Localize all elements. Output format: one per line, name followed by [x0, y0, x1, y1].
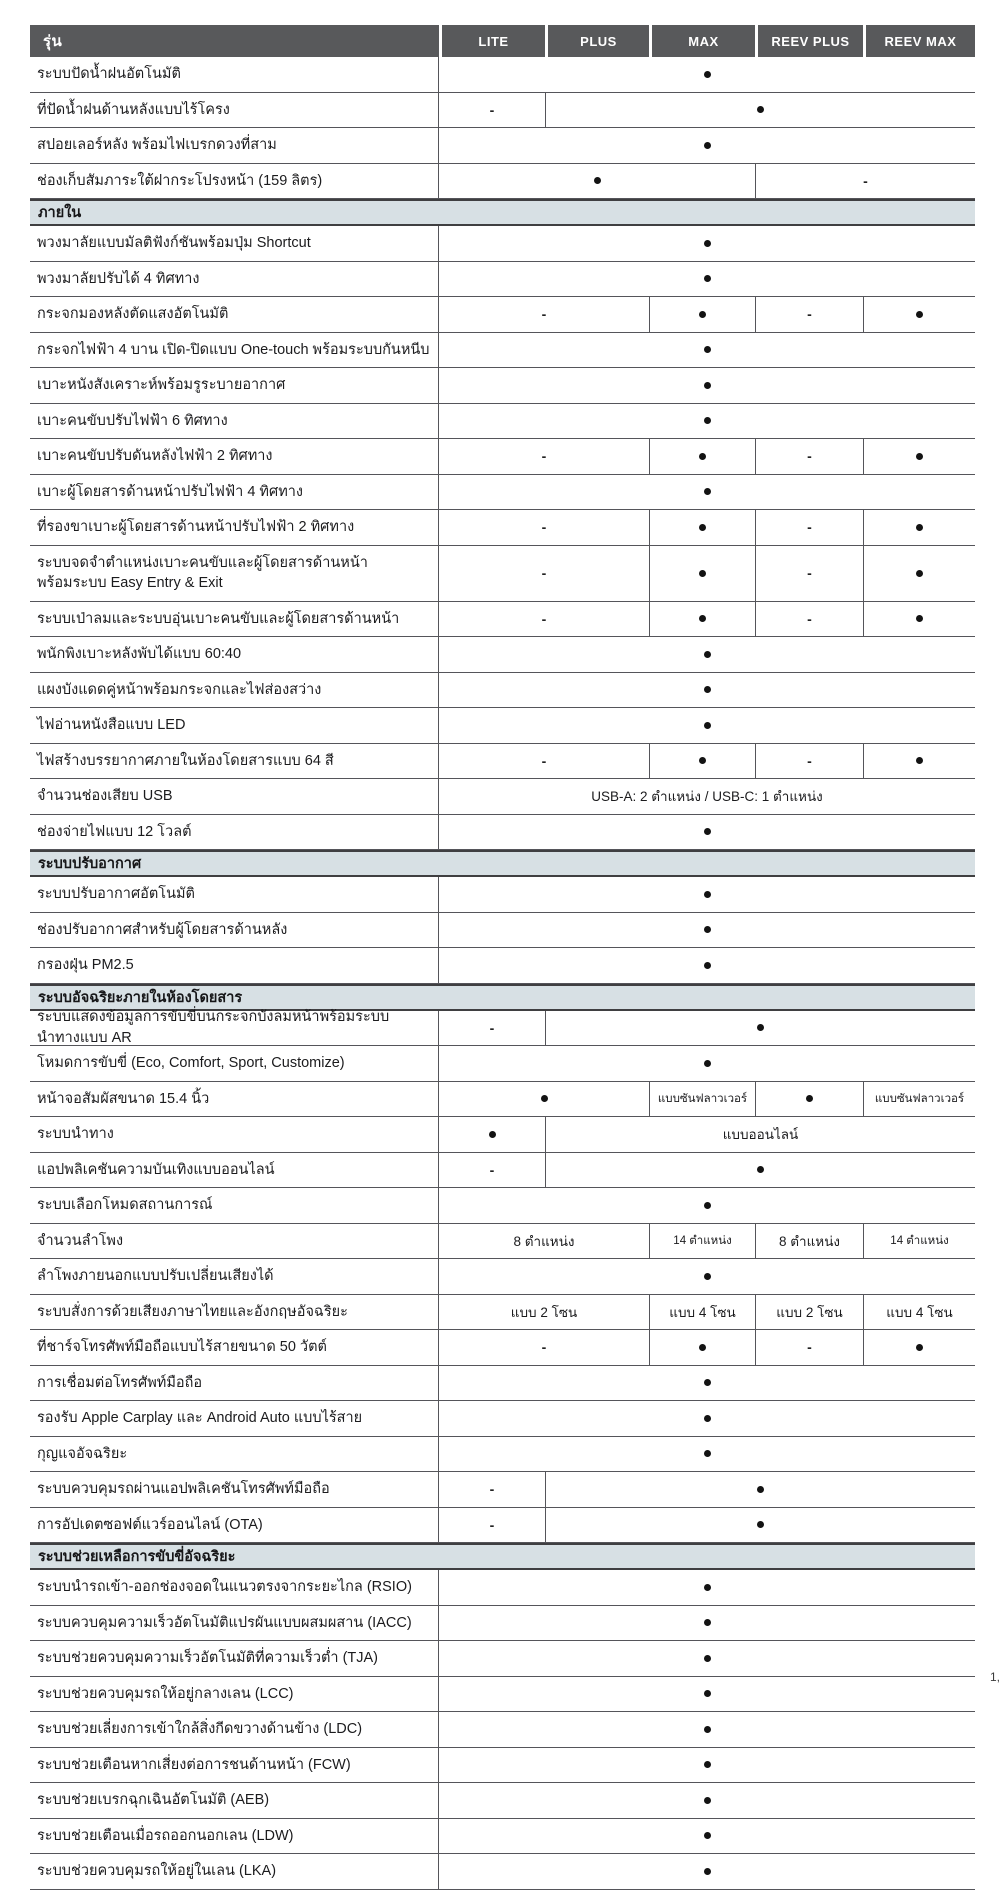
feature-cell — [649, 1082, 755, 1117]
feature-cell — [545, 1153, 975, 1188]
table-row — [30, 1508, 975, 1544]
feature-cell — [755, 1295, 863, 1330]
feature-cell — [649, 1295, 755, 1330]
row-label: สปอยเลอร์หลัง พร้อมไฟเบรกดวงที่สาม — [30, 128, 439, 163]
included-dot-icon — [704, 1761, 711, 1768]
row-label: ช่องเก็บสัมภาระใต้ฝากระโปรงหน้า (159 ลิตร) — [30, 164, 439, 199]
row-label: ช่องปรับอากาศสำหรับผู้โดยสารด้านหลัง — [30, 913, 439, 948]
row-label: ระบบช่วยควบคุมความเร็วอัตโนมัติที่ความเร็วต่ำ (TJA) — [30, 1641, 439, 1676]
row-label: หน้าจอสัมผัสขนาด 15.4 นิ้ว — [30, 1082, 439, 1117]
cell-text: 8 ตำแหน่ง — [513, 1233, 575, 1249]
row-label: ระบบเลือกโหมดสถานการณ์ — [30, 1188, 439, 1223]
feature-cell — [439, 602, 649, 637]
section-header-row — [30, 850, 975, 877]
row-label: จำนวนลำโพง — [30, 1224, 439, 1259]
included-dot-icon — [757, 1024, 764, 1031]
feature-cell — [439, 1783, 975, 1818]
row-label: ระบบช่วยเลี่ยงการเข้าใกล้สิ่งกีดขวางด้านข้าง (LDC) — [30, 1712, 439, 1747]
table-row — [30, 1259, 975, 1295]
feature-cell — [439, 815, 975, 850]
row-label: ช่องจ่ายไฟแบบ 12 โวลต์ — [30, 815, 439, 850]
corner-header-label: รุ่น — [43, 33, 63, 50]
table-row — [30, 1819, 975, 1855]
included-dot-icon — [541, 1095, 548, 1102]
feature-cell — [439, 1748, 975, 1783]
section-title: ภายใน — [38, 205, 82, 221]
column-header-lite: LITE — [439, 25, 545, 57]
included-dot-icon — [704, 686, 711, 693]
included-dot-icon — [757, 1486, 764, 1493]
included-dot-icon — [704, 382, 711, 389]
feature-cell — [545, 1011, 975, 1046]
feature-cell — [863, 1330, 975, 1365]
row-label: ระบบปัดน้ำฝนอัตโนมัติ — [30, 57, 439, 92]
included-dot-icon — [704, 346, 711, 353]
feature-cell — [863, 744, 975, 779]
feature-cell — [439, 510, 649, 545]
not-equipped-dash: - — [807, 1339, 812, 1356]
table-row — [30, 1570, 975, 1606]
not-equipped-dash: - — [489, 1161, 495, 1178]
not-equipped-dash: - — [489, 1516, 495, 1533]
table-row — [30, 333, 975, 369]
feature-cell — [439, 1819, 975, 1854]
included-dot-icon — [704, 651, 711, 658]
included-dot-icon — [916, 570, 923, 577]
table-row — [30, 1295, 975, 1331]
feature-cell — [863, 602, 975, 637]
feature-cell — [439, 1401, 975, 1436]
table-row — [30, 1117, 975, 1153]
included-dot-icon — [704, 275, 711, 282]
row-label: แผงบังแดดคู่หน้าพร้อมกระจกและไฟส่องสว่าง — [30, 673, 439, 708]
table-row — [30, 1854, 975, 1890]
included-dot-icon — [704, 1868, 711, 1875]
included-dot-icon — [704, 1202, 711, 1209]
table-row — [30, 1224, 975, 1260]
table-row — [30, 1641, 975, 1677]
row-label: ระบบช่วยควบคุมรถให้อยู่กลางเลน (LCC) — [30, 1677, 439, 1712]
table-row — [30, 1712, 975, 1748]
included-dot-icon — [916, 757, 923, 764]
row-label: กรองฝุ่น PM2.5 — [30, 948, 439, 983]
included-dot-icon — [704, 1619, 711, 1626]
feature-cell — [439, 744, 649, 779]
included-dot-icon — [704, 1655, 711, 1662]
table-row — [30, 546, 975, 602]
included-dot-icon — [699, 757, 706, 764]
feature-cell — [439, 1472, 545, 1507]
column-header-max: MAX — [649, 25, 755, 57]
feature-cell — [755, 164, 975, 199]
row-label: พวงมาลัยปรับได้ 4 ทิศทาง — [30, 262, 439, 297]
feature-cell — [439, 948, 975, 983]
section-title: ระบบช่วยเหลือการขับขี่อัจฉริยะ — [38, 1549, 236, 1565]
table-row — [30, 439, 975, 475]
row-label: ระบบควบคุมความเร็วอัตโนมัติแปรผันแบบผสมผสาน (IACC) — [30, 1606, 439, 1641]
row-label: พนักพิงเบาะหลังพับได้แบบ 60:40 — [30, 637, 439, 672]
column-header-reev-plus: REEV PLUS — [755, 25, 863, 57]
table-row — [30, 262, 975, 298]
row-label: ระบบแสดงข้อมูลการขับขี่บนกระจกบังลมหน้าพร้อมระบบนำทางแบบ AR — [30, 1011, 439, 1046]
feature-cell — [439, 546, 649, 601]
not-equipped-dash: - — [541, 519, 547, 536]
feature-cell — [649, 744, 755, 779]
included-dot-icon — [757, 106, 764, 113]
feature-cell — [439, 1295, 649, 1330]
feature-cell — [439, 93, 545, 128]
feature-cell — [755, 546, 863, 601]
table-row — [30, 128, 975, 164]
row-label: ระบบควบคุมรถผ่านแอปพลิเคชันโทรศัพท์มือถือ — [30, 1472, 439, 1507]
table-row — [30, 93, 975, 129]
feature-cell — [545, 1117, 975, 1152]
included-dot-icon — [704, 1832, 711, 1839]
row-label: ที่ชาร์จโทรศัพท์มือถือแบบไร้สายขนาด 50 วัตต์ — [30, 1330, 439, 1365]
feature-cell — [439, 1224, 649, 1259]
table-row — [30, 1153, 975, 1189]
included-dot-icon — [704, 1379, 711, 1386]
feature-cell — [439, 262, 975, 297]
table-row — [30, 1011, 975, 1047]
row-label: ระบบปรับอากาศอัตโนมัติ — [30, 877, 439, 912]
included-dot-icon — [757, 1166, 764, 1173]
edge-text-fragment: 1, — [989, 1670, 1000, 1684]
feature-cell — [439, 779, 975, 814]
row-label: เบาะหนังสังเคราะห์พร้อมรูระบายอากาศ — [30, 368, 439, 403]
table-row — [30, 1082, 975, 1118]
table-row — [30, 1606, 975, 1642]
table-row — [30, 368, 975, 404]
feature-cell — [863, 1224, 975, 1259]
row-label: ระบบสั่งการด้วยเสียงภาษาไทยและอังกฤษอัจฉริยะ — [30, 1295, 439, 1330]
included-dot-icon — [699, 1344, 706, 1351]
feature-cell — [439, 475, 975, 510]
table-row — [30, 1472, 975, 1508]
feature-cell — [439, 368, 975, 403]
feature-cell — [439, 1677, 975, 1712]
not-equipped-dash: - — [541, 610, 547, 627]
feature-cell — [439, 226, 975, 261]
feature-cell — [439, 1366, 975, 1401]
included-dot-icon — [704, 240, 711, 247]
feature-cell — [439, 1570, 975, 1605]
feature-cell — [755, 744, 863, 779]
table-row — [30, 948, 975, 984]
table-row — [30, 164, 975, 200]
not-equipped-dash: - — [489, 101, 495, 118]
feature-cell — [545, 1508, 975, 1543]
row-label: ไฟสร้างบรรยากาศภายในห้องโดยสารแบบ 64 สี — [30, 744, 439, 779]
included-dot-icon — [704, 926, 711, 933]
included-dot-icon — [704, 891, 711, 898]
not-equipped-dash: - — [807, 752, 812, 769]
feature-cell — [439, 164, 755, 199]
included-dot-icon — [699, 453, 706, 460]
not-equipped-dash: - — [489, 1019, 495, 1036]
included-dot-icon — [704, 828, 711, 835]
table-row — [30, 815, 975, 851]
row-label: ระบบช่วยควบคุมรถให้อยู่ในเลน (LKA) — [30, 1854, 439, 1889]
included-dot-icon — [699, 311, 706, 318]
feature-cell — [649, 1224, 755, 1259]
not-equipped-dash: - — [541, 565, 547, 581]
row-label: กุญแจอัจฉริยะ — [30, 1437, 439, 1472]
included-dot-icon — [916, 1344, 923, 1351]
included-dot-icon — [916, 453, 923, 460]
included-dot-icon — [704, 1584, 711, 1591]
not-equipped-dash: - — [807, 306, 812, 323]
table-row — [30, 913, 975, 949]
column-header-plus: PLUS — [545, 25, 649, 57]
row-label: ระบบนำทาง — [30, 1117, 439, 1152]
feature-cell — [439, 1046, 975, 1081]
feature-cell — [649, 602, 755, 637]
feature-cell — [439, 1259, 975, 1294]
table-row — [30, 1401, 975, 1437]
table-row — [30, 602, 975, 638]
feature-cell — [439, 1606, 975, 1641]
row-label: ระบบช่วยเตือนเมื่อรถออกนอกเลน (LDW) — [30, 1819, 439, 1854]
not-equipped-dash: - — [541, 752, 547, 769]
feature-cell — [545, 93, 975, 128]
feature-cell — [863, 546, 975, 601]
included-dot-icon — [704, 1450, 711, 1457]
not-equipped-dash: - — [489, 1481, 495, 1498]
not-equipped-dash: - — [863, 172, 868, 189]
included-dot-icon — [704, 1797, 711, 1804]
feature-cell — [649, 297, 755, 332]
table-row — [30, 297, 975, 333]
feature-cell — [649, 439, 755, 474]
table-row — [30, 1437, 975, 1473]
included-dot-icon — [704, 1060, 711, 1067]
feature-cell — [439, 1188, 975, 1223]
row-label: กระจกไฟฟ้า 4 บาน เปิด-ปิดแบบ One-touch พร้อมระบบกันหนีบ — [30, 333, 439, 368]
feature-cell — [755, 1224, 863, 1259]
feature-cell — [755, 1082, 863, 1117]
included-dot-icon — [489, 1131, 496, 1138]
feature-cell — [439, 877, 975, 912]
row-label: ระบบช่วยเตือนหากเสี่ยงต่อการชนด้านหน้า (FCW) — [30, 1748, 439, 1783]
feature-cell — [439, 1437, 975, 1472]
table-header-row — [30, 25, 975, 57]
feature-cell — [439, 128, 975, 163]
row-label: แอปพลิเคชันความบันเทิงแบบออนไลน์ — [30, 1153, 439, 1188]
included-dot-icon — [704, 722, 711, 729]
row-label: การอัปเดตซอฟต์แวร์ออนไลน์ (OTA) — [30, 1508, 439, 1543]
section-header-row — [30, 984, 975, 1011]
cell-text: 8 ตำแหน่ง — [778, 1233, 841, 1249]
table-row — [30, 1748, 975, 1784]
not-equipped-dash: - — [807, 519, 812, 536]
included-dot-icon — [806, 1095, 813, 1102]
feature-cell — [439, 637, 975, 672]
table-row — [30, 1783, 975, 1819]
feature-cell — [755, 602, 863, 637]
cell-text: 14 ตำแหน่ง — [890, 1234, 949, 1247]
included-dot-icon — [916, 615, 923, 622]
included-dot-icon — [757, 1521, 764, 1528]
row-label: ลำโพงภายนอกแบบปรับเปลี่ยนเสียงได้ — [30, 1259, 439, 1294]
cell-text: แบบซันฟลาวเวอร์ — [657, 1092, 748, 1105]
section-header-row — [30, 1543, 975, 1570]
included-dot-icon — [704, 488, 711, 495]
included-dot-icon — [704, 71, 711, 78]
section-title: ระบบอัจฉริยะภายในห้องโดยสาร — [38, 989, 243, 1006]
cell-text: แบบ 4 โซน — [886, 1304, 953, 1320]
feature-cell — [863, 1295, 975, 1330]
feature-cell — [439, 57, 975, 92]
not-equipped-dash: - — [807, 565, 812, 581]
not-equipped-dash: - — [541, 448, 547, 465]
cell-text: 14 ตำแหน่ง — [673, 1234, 732, 1247]
spec-table-body — [30, 57, 975, 1890]
feature-cell — [439, 297, 649, 332]
included-dot-icon — [916, 311, 923, 318]
included-dot-icon — [704, 962, 711, 969]
feature-cell — [439, 1082, 649, 1117]
row-label: ที่รองขาเบาะผู้โดยสารด้านหน้าปรับไฟฟ้า 2 ทิศทาง — [30, 510, 439, 545]
row-label: ระบบจดจำตำแหน่งเบาะคนขับและผู้โดยสารด้านหน้า พร้อมระบบ Easy Entry & Exit — [30, 546, 439, 601]
row-label: ระบบเป่าลมและระบบอุ่นเบาะคนขับและผู้โดยสารด้านหน้า — [30, 602, 439, 637]
feature-cell — [755, 439, 863, 474]
row-label: รองรับ Apple Carplay และ Android Auto แบบไร้สาย — [30, 1401, 439, 1436]
row-label: ไฟอ่านหนังสือแบบ LED — [30, 708, 439, 743]
cell-text: USB-A: 2 ตำแหน่ง / USB-C: 1 ตำแหน่ง — [591, 789, 823, 805]
cell-text: แบบซันฟลาวเวอร์ — [874, 1092, 965, 1105]
feature-cell — [439, 1854, 975, 1889]
not-equipped-dash: - — [807, 610, 812, 627]
included-dot-icon — [704, 1273, 711, 1280]
table-row — [30, 404, 975, 440]
row-label: เบาะผู้โดยสารด้านหน้าปรับไฟฟ้า 4 ทิศทาง — [30, 475, 439, 510]
included-dot-icon — [699, 570, 706, 577]
feature-cell — [439, 1153, 545, 1188]
not-equipped-dash: - — [541, 306, 547, 323]
row-label: กระจกมองหลังตัดแสงอัตโนมัติ — [30, 297, 439, 332]
feature-cell — [439, 1117, 545, 1152]
feature-cell — [439, 333, 975, 368]
feature-cell — [439, 708, 975, 743]
table-row — [30, 877, 975, 913]
corner-header-cell — [30, 25, 439, 57]
table-row — [30, 744, 975, 780]
feature-cell — [755, 1330, 863, 1365]
included-dot-icon — [699, 615, 706, 622]
row-label: เบาะคนขับปรับไฟฟ้า 6 ทิศทาง — [30, 404, 439, 439]
table-row — [30, 779, 975, 815]
feature-cell — [649, 510, 755, 545]
cell-text: แบบ 2 โซน — [776, 1304, 843, 1320]
column-header-reev-max: REEV MAX — [863, 25, 975, 57]
included-dot-icon — [704, 1690, 711, 1697]
feature-cell — [863, 1082, 975, 1117]
feature-cell — [755, 510, 863, 545]
row-label: การเชื่อมต่อโทรศัพท์มือถือ — [30, 1366, 439, 1401]
not-equipped-dash: - — [807, 448, 812, 465]
section-header-row — [30, 199, 975, 226]
table-row — [30, 708, 975, 744]
feature-cell — [439, 1011, 545, 1046]
cell-text: แบบ 2 โซน — [510, 1304, 578, 1320]
table-row — [30, 1046, 975, 1082]
included-dot-icon — [704, 417, 711, 424]
row-label: ระบบนำรถเข้า-ออกช่องจอดในแนวตรงจากระยะไกล (RSIO) — [30, 1570, 439, 1605]
included-dot-icon — [594, 177, 601, 184]
row-label: โหมดการขับขี่ (Eco, Comfort, Sport, Customize) — [30, 1046, 439, 1081]
feature-cell — [863, 297, 975, 332]
table-row — [30, 475, 975, 511]
cell-text: แบบ 4 โซน — [669, 1304, 736, 1320]
table-row — [30, 1366, 975, 1402]
row-label: ที่ปัดน้ำฝนด้านหลังแบบไร้โครง — [30, 93, 439, 128]
section-title: ระบบปรับอากาศ — [38, 856, 142, 872]
row-label: พวงมาลัยแบบมัลติฟังก์ชันพร้อมปุ่ม Shortcut — [30, 226, 439, 261]
table-row — [30, 57, 975, 93]
not-equipped-dash: - — [541, 1339, 547, 1356]
table-row — [30, 1677, 975, 1713]
table-row — [30, 637, 975, 673]
table-row — [30, 226, 975, 262]
feature-cell — [755, 297, 863, 332]
feature-cell — [649, 546, 755, 601]
feature-cell — [439, 1641, 975, 1676]
feature-cell — [863, 439, 975, 474]
feature-cell — [439, 1508, 545, 1543]
row-label: จำนวนช่องเสียบ USB — [30, 779, 439, 814]
table-row — [30, 1188, 975, 1224]
feature-cell — [439, 1712, 975, 1747]
included-dot-icon — [704, 1726, 711, 1733]
included-dot-icon — [916, 524, 923, 531]
row-label: ระบบช่วยเบรกฉุกเฉินอัตโนมัติ (AEB) — [30, 1783, 439, 1818]
included-dot-icon — [704, 1415, 711, 1422]
spec-table — [30, 25, 975, 1890]
feature-cell — [439, 404, 975, 439]
feature-cell — [863, 510, 975, 545]
table-row — [30, 510, 975, 546]
feature-cell — [649, 1330, 755, 1365]
feature-cell — [439, 1330, 649, 1365]
table-row — [30, 1330, 975, 1366]
feature-cell — [439, 439, 649, 474]
feature-cell — [439, 913, 975, 948]
table-row — [30, 673, 975, 709]
feature-cell — [545, 1472, 975, 1507]
feature-cell — [439, 673, 975, 708]
included-dot-icon — [699, 524, 706, 531]
cell-text: แบบออนไลน์ — [722, 1127, 799, 1143]
included-dot-icon — [704, 142, 711, 149]
row-label: เบาะคนขับปรับดันหลังไฟฟ้า 2 ทิศทาง — [30, 439, 439, 474]
